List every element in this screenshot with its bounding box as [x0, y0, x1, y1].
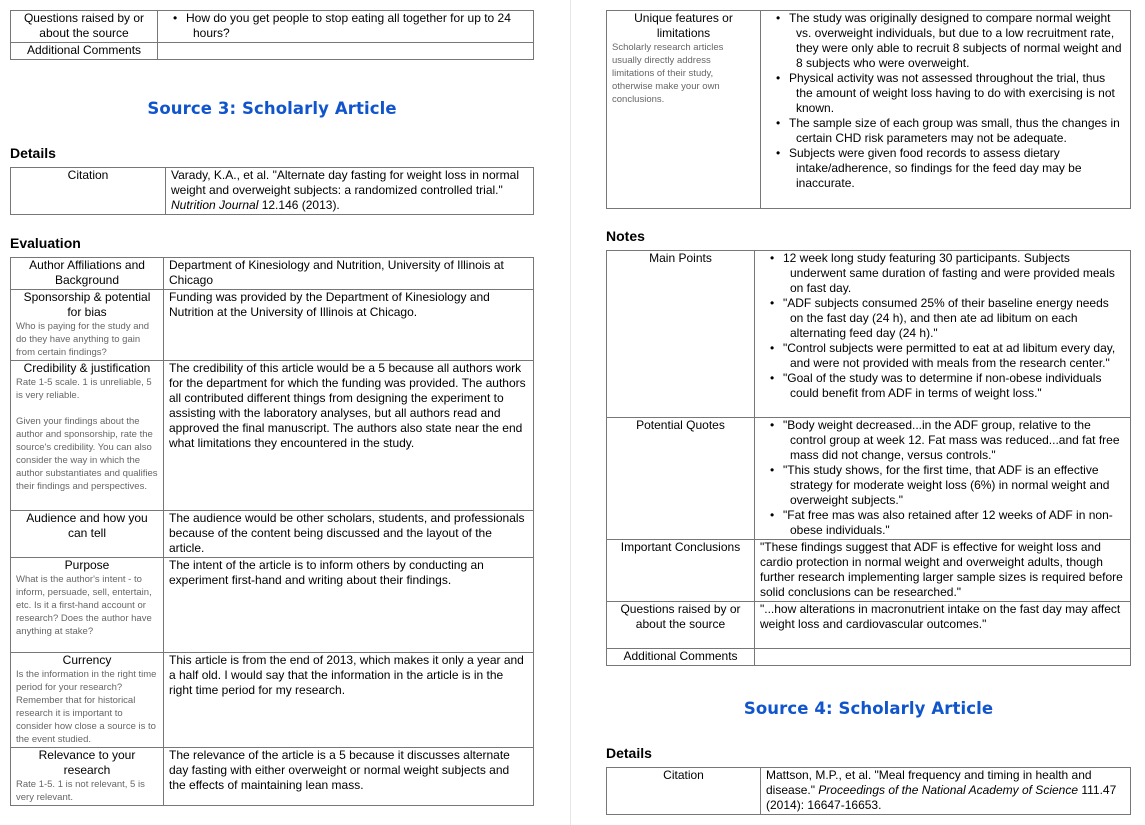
- eval-label-sponsorship: Sponsorship & potential for bias Who is paying for the study and do they have anything to gain from certain findings?: [11, 290, 164, 361]
- list-item: • The study was originally designed to compare normal weight vs. overweight individuals, but due to a low recruitment rate, they were only able to recruit 8 subjects of normal weight and 8 subjects who were overweight.: [789, 11, 1125, 71]
- notes-heading: Notes: [606, 228, 645, 244]
- table-row: [11, 168, 534, 215]
- eval-label-audience: Audience and how you can tell: [11, 511, 164, 558]
- eval-value-currency[interactable]: This article is from the end of 2013, which makes it only a year and a half old. I would say that the information in the article is in the right time period for my research.: [164, 653, 534, 748]
- eval-label-affiliations: Author Affiliations and Background: [11, 258, 164, 290]
- table-row: [11, 361, 534, 511]
- table-row: [11, 558, 534, 653]
- citation-text: Varady, K.A., et al. "Alternate day fasting for weight loss in normal weight and overweight subjects: a randomized controlled trial.": [171, 168, 519, 197]
- list-item: • "This study shows, for the first time, that ADF is an effective strategy for moderate weight loss (6%) in normal weight and overweight subjects.": [783, 463, 1125, 508]
- questions-cell[interactable]: "...how alterations in macronutrient intake on the fast day may affect weight loss and cardiovascular outcomes.": [755, 602, 1131, 649]
- source4-details-table: [606, 767, 1131, 815]
- main-points-label: Main Points: [607, 251, 755, 418]
- table-row: [607, 602, 1131, 649]
- eval-label-currency: Currency Is the information in the right time period for your research? Remember that for historical research it is important to consider how close a source is to the event studied.: [11, 653, 164, 748]
- table-row: [607, 251, 1131, 418]
- important-conclusions-label: Important Conclusions: [607, 540, 755, 602]
- eval-value-credibility[interactable]: The credibility of this article would be a 5 because all authors work for the department for which the funding was provided. The authors all contributed different things from designing the experiment to assisting with the laboratory analyses, but all authors read and approved the final manuscript. The authors also state near the end what limitations they encountered in the study.: [164, 361, 534, 511]
- list-item: • The sample size of each group was small, thus the changes in certain CHD risk parameters may not be adequate.: [789, 116, 1125, 146]
- eval-hint-currency: Is the information in the right time period for your research? Remember that for historical research it is important to consider how close a source is to the event studied.: [16, 669, 157, 745]
- additional-comments-label: Additional Comments: [11, 43, 158, 60]
- list-item: • Subjects were given food records to assess dietary intake/adherence, so findings for the feed day may be inaccurate.: [789, 146, 1125, 191]
- eval-value-purpose[interactable]: The intent of the article is to inform others by conducting an experiment first-hand and writing about their findings.: [164, 558, 534, 653]
- list-item: • "Fat free mas was also retained after 12 weeks of ADF in non-obese individuals.": [783, 508, 1125, 538]
- table-row: [11, 290, 534, 361]
- eval-label-credibility: Credibility & justification Rate 1-5 scale. 1 is unreliable, 5 is very reliable. Given your findings about the author and sponsorship, rate the source's credibility. You can also consider the way in which the author substantiates and qualifies their findings and perspectives.: [11, 361, 164, 511]
- citation-journal: Proceedings of the National Academy of Science: [818, 783, 1079, 797]
- source3-title: Source 3: Scholarly Article: [147, 99, 397, 118]
- table-row: [11, 43, 534, 60]
- table-row: [11, 653, 534, 748]
- eval-label-purpose: Purpose What is the author's intent - to inform, persuade, sell, entertain, etc. Is it a first-hand account or research? Does the author have anything at stake?: [11, 558, 164, 653]
- citation-cell[interactable]: [166, 168, 534, 215]
- unique-features-label: Unique features or limitations Scholarly research articles usually directly address limitations of their study, otherwise make your own conclusions.: [607, 11, 761, 209]
- citation-journal: Nutrition Journal: [171, 198, 259, 212]
- notes-table: [606, 250, 1131, 666]
- page-gutter: [570, 0, 571, 825]
- table-row: [11, 11, 534, 43]
- source4-title: Source 4: Scholarly Article: [743, 699, 994, 718]
- citation-cell[interactable]: [761, 768, 1131, 815]
- citation-volume: 111.47 (2014): 16647-16653.: [766, 783, 1117, 812]
- eval-value-relevance[interactable]: The relevance of the article is a 5 because it discusses alternate day fasting with either overweight or normal weight subjects and the effects of maintaining lean mass.: [164, 748, 534, 806]
- additional-comments-cell[interactable]: [755, 649, 1131, 666]
- eval-hint-sponsorship: Who is paying for the study and do they have anything to gain from certain findings?: [16, 321, 150, 358]
- eval-value-audience[interactable]: The audience would be other scholars, students, and professionals because of the content being discussed and the layout of the article.: [164, 511, 534, 558]
- eval-hint-credibility: Rate 1-5 scale. 1 is unreliable, 5 is very reliable.: [16, 377, 152, 401]
- eval-hint-relevance: Rate 1-5. 1 is not relevant, 5 is very relevant.: [16, 779, 145, 803]
- citation-volume: 12.146 (2013).: [258, 198, 340, 212]
- eval-value-sponsorship[interactable]: Funding was provided by the Department of Kinesiology and Nutrition at the University of Illinois at Chicago.: [164, 290, 534, 361]
- table-row: [607, 11, 1131, 209]
- eval-value-affiliations[interactable]: Department of Kinesiology and Nutrition, University of Illinois at Chicago: [164, 258, 534, 290]
- list-item: • Physical activity was not assessed throughout the trial, thus the amount of weight loss having to do with exercising is not known.: [789, 71, 1125, 116]
- additional-comments-cell[interactable]: [158, 43, 534, 60]
- citation-text: Mattson, M.P., et al. "Meal frequency and timing in health and disease.": [766, 768, 1092, 797]
- evaluation-heading: Evaluation: [10, 235, 81, 251]
- table-row: [11, 748, 534, 806]
- list-item: • How do you get people to stop eating all together for up to 24 hours?: [186, 11, 528, 41]
- unique-features-cell[interactable]: [761, 11, 1131, 209]
- potential-quotes-cell[interactable]: [755, 418, 1131, 540]
- table-row: [11, 258, 534, 290]
- eval-label-relevance: Relevance to your research Rate 1-5. 1 is not relevant, 5 is very relevant.: [11, 748, 164, 806]
- citation-label: Citation: [607, 768, 761, 815]
- citation-label: Citation: [11, 168, 166, 215]
- list-item: • "Body weight decreased...in the ADF group, relative to the control group at week 12. Fat mass was reduced...and fat free mass did not change, versus controls.": [783, 418, 1125, 463]
- additional-comments-label: Additional Comments: [607, 649, 755, 666]
- list-item: • "Control subjects were permitted to eat at ad libitum every day, and were not provided with meals from the research center.": [783, 341, 1125, 371]
- table-row: [607, 540, 1131, 602]
- evaluation-table: [10, 257, 534, 806]
- table-row: [607, 768, 1131, 815]
- source2-tail-table: [10, 10, 534, 60]
- important-conclusions-cell[interactable]: "These findings suggest that ADF is effective for weight loss and cardio protection in normal weight and overweight adults, though further research implementing larger sample sizes is required before solid conclusions can be researched.": [755, 540, 1131, 602]
- list-item: • "ADF subjects consumed 25% of their baseline energy needs on the fast day (24 h), and then ate ad libitum on each alternating feed day (24 h).": [783, 296, 1125, 341]
- eval-hint-purpose: What is the author's intent - to inform, persuade, sell, entertain, etc. Is it a first-hand account or research? Does the author have anything at stake?: [16, 574, 152, 637]
- list-item: • "Goal of the study was to determine if non-obese individuals could benefit from ADF in terms of weight loss.": [783, 371, 1125, 401]
- source3-unique-table: [606, 10, 1131, 209]
- table-row: [11, 511, 534, 558]
- list-item: • 12 week long study featuring 30 participants. Subjects underwent same duration of fasting and were provided meals on fast day.: [783, 251, 1125, 296]
- details-heading: Details: [606, 745, 652, 761]
- table-row: [607, 649, 1131, 666]
- questions-label: Questions raised by or about the source: [11, 11, 158, 43]
- questions-cell[interactable]: [158, 11, 534, 43]
- table-row: [607, 418, 1131, 540]
- unique-features-hint: Scholarly research articles usually directly address limitations of their study, otherwise make your own conclusions.: [612, 42, 724, 105]
- main-points-cell[interactable]: [755, 251, 1131, 418]
- potential-quotes-label: Potential Quotes: [607, 418, 755, 540]
- eval-hint-credibility-detail: Given your findings about the author and sponsorship, rate the source's credibility. You can also consider the way in which the author substantiates and qualifies their findings and perspectives.: [16, 416, 158, 492]
- source3-details-table: [10, 167, 534, 215]
- details-heading: Details: [10, 145, 56, 161]
- questions-label: Questions raised by or about the source: [607, 602, 755, 649]
